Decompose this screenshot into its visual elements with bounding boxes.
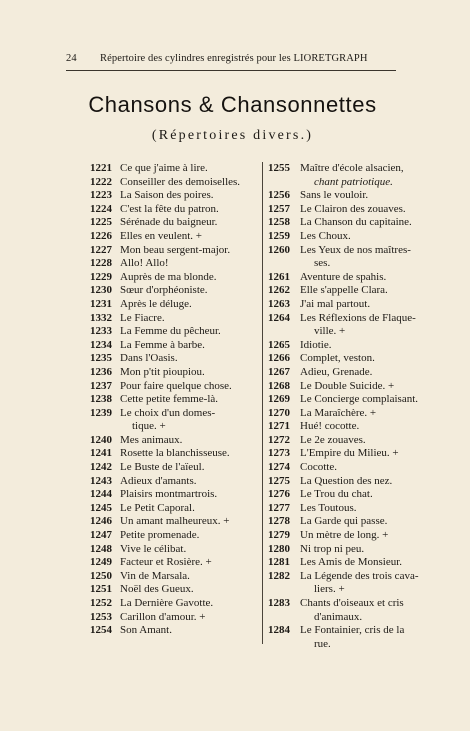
song-title: Cocotte. xyxy=(300,461,337,474)
page-number: 24 xyxy=(66,53,77,64)
song-title: La Saison des poires. xyxy=(120,189,214,202)
list-item xyxy=(72,325,260,339)
song-title: Le 2e zouaves. xyxy=(300,433,366,446)
catalog-number: 1250 xyxy=(90,569,112,582)
list-item xyxy=(72,352,260,366)
catalog-number: 1230 xyxy=(90,284,112,297)
catalog-number: 1246 xyxy=(90,515,112,528)
list-item xyxy=(268,380,438,394)
list-item xyxy=(72,203,260,217)
list-item xyxy=(72,583,260,597)
list-item xyxy=(268,203,438,217)
list-item xyxy=(72,284,260,298)
catalog-number: 1237 xyxy=(90,379,112,392)
list-item xyxy=(72,257,260,271)
catalog-number: 1249 xyxy=(90,556,112,569)
catalog-number: 1272 xyxy=(268,433,290,446)
list-item xyxy=(268,162,438,176)
catalog-number: 1264 xyxy=(268,311,290,324)
catalog-number: 1223 xyxy=(90,189,112,202)
list-item xyxy=(268,298,438,312)
list-item xyxy=(72,162,260,176)
song-title-continuation xyxy=(72,420,260,434)
list-item xyxy=(268,366,438,380)
list-item xyxy=(268,271,438,285)
running-header-title: Répertoire des cylindres enregistrés pour les LIORETGRAPH xyxy=(100,53,368,64)
list-item xyxy=(268,447,438,461)
list-item xyxy=(268,216,438,230)
song-title: La Chanson du capitaine. xyxy=(300,216,412,229)
list-item xyxy=(72,447,260,461)
catalog-number: 1278 xyxy=(268,515,290,528)
catalog-number: 1256 xyxy=(268,189,290,202)
song-title: Idiotie. xyxy=(300,338,332,351)
song-title: Le choix d'un domes- xyxy=(120,406,216,419)
catalog-number: 1273 xyxy=(268,447,290,460)
catalog-number: 1258 xyxy=(268,216,290,229)
catalog-number: 1276 xyxy=(268,488,290,501)
song-title: Sans le vouloir. xyxy=(300,189,369,202)
catalog-number: 1283 xyxy=(268,597,290,609)
list-item xyxy=(268,597,438,611)
song-title: Mon p'tit pioupiou. xyxy=(120,365,205,378)
catalog-number: 1235 xyxy=(90,352,112,365)
song-title: Adieux d'amants. xyxy=(120,474,197,487)
song-title: Le Trou du chat. xyxy=(300,488,373,501)
song-title: Les Toutous. xyxy=(300,501,357,514)
song-title: Pour faire quelque chose. xyxy=(120,379,232,392)
song-title: Son Amant. xyxy=(120,624,172,637)
song-title: La Maraîchère. + xyxy=(300,406,377,419)
catalog-number: 1260 xyxy=(268,243,290,256)
list-item xyxy=(268,461,438,475)
list-item xyxy=(72,298,260,312)
catalog-number: 1268 xyxy=(268,379,290,392)
song-title-continuation-text: liers. + xyxy=(314,583,345,596)
catalog-number: 1332 xyxy=(90,311,112,324)
song-title-continuation xyxy=(268,611,438,625)
song-title: Mon beau sergent-major. xyxy=(120,243,231,256)
catalog-number: 1224 xyxy=(90,202,112,215)
catalog-number: 1257 xyxy=(268,202,290,215)
song-title: Ce que j'aime à lire. xyxy=(120,162,208,174)
catalog-number: 1253 xyxy=(90,610,112,623)
song-title: Mes animaux. xyxy=(120,433,183,446)
list-item xyxy=(72,597,260,611)
catalog-number: 1229 xyxy=(90,270,112,283)
song-title: La Dernière Gavotte. xyxy=(120,597,214,609)
catalog-number: 1252 xyxy=(90,597,112,609)
list-item xyxy=(268,488,438,502)
song-title: Les Réflexions de Flaque- xyxy=(300,311,416,324)
song-title: La Garde qui passe. xyxy=(300,515,388,528)
song-title: Noël des Gueux. xyxy=(120,583,194,596)
catalog-number: 1259 xyxy=(268,229,290,242)
list-item xyxy=(72,624,260,638)
section-title: Chansons & Chansonnettes xyxy=(88,92,377,117)
catalog-number: 1282 xyxy=(268,569,290,582)
list-item xyxy=(72,434,260,448)
song-title: C'est la fête du patron. xyxy=(120,202,219,215)
list-item xyxy=(72,244,260,258)
catalog-number: 1226 xyxy=(90,229,112,242)
song-title: Allo! Allo! xyxy=(120,257,169,270)
song-title: J'ai mal partout. xyxy=(300,297,371,310)
list-item xyxy=(72,461,260,475)
song-title: Le Concierge complaisant. xyxy=(300,393,419,406)
catalog-number: 1255 xyxy=(268,162,290,174)
list-item xyxy=(268,515,438,529)
catalog-number: 1238 xyxy=(90,393,112,406)
song-title: Chants d'oiseaux et cris xyxy=(300,597,404,609)
song-title: Conseiller des demoiselles. xyxy=(120,175,241,188)
song-title: Rosette la blanchisseuse. xyxy=(120,447,230,460)
song-title-continuation xyxy=(268,257,438,271)
song-title: Dans l'Oasis. xyxy=(120,352,178,365)
song-title-continuation-text: d'animaux. xyxy=(314,610,363,623)
catalog-number: 1244 xyxy=(90,488,112,501)
list-item xyxy=(268,393,438,407)
catalog-number: 1228 xyxy=(90,257,112,270)
list-item xyxy=(72,407,260,421)
song-title: Facteur et Rosière. + xyxy=(120,556,212,569)
song-title: Les Choux. xyxy=(300,229,351,242)
song-title: La Femme à barbe. xyxy=(120,338,205,351)
song-title-continuation xyxy=(268,176,438,190)
catalog-number: 1269 xyxy=(268,393,290,406)
song-title: Après le déluge. xyxy=(120,297,192,310)
song-title: Vive le célibat. xyxy=(120,542,187,555)
list-item xyxy=(268,502,438,516)
list-item xyxy=(268,244,438,258)
catalog-number: 1263 xyxy=(268,297,290,310)
list-item xyxy=(72,393,260,407)
song-title: Les Yeux de nos maîtres- xyxy=(300,243,411,256)
song-title: Le Buste de l'aïeul. xyxy=(120,461,205,474)
list-item xyxy=(72,176,260,190)
list-item xyxy=(268,475,438,489)
catalog-number: 1261 xyxy=(268,270,290,283)
song-title: Le Double Suicide. + xyxy=(300,379,395,392)
catalog-number: 1248 xyxy=(90,542,112,555)
catalog-number: 1243 xyxy=(90,474,112,487)
song-title: Les Amis de Monsieur. xyxy=(300,556,403,569)
song-title: La Question des nez. xyxy=(300,474,393,487)
catalog-number: 1251 xyxy=(90,583,112,596)
song-title: Le Petit Caporal. xyxy=(120,501,195,514)
header-rule xyxy=(66,70,396,71)
catalog-number: 1225 xyxy=(90,216,112,229)
catalog-number: 1284 xyxy=(268,624,290,637)
song-title: Aventure de spahis. xyxy=(300,270,387,283)
catalog-number: 1270 xyxy=(268,406,290,419)
list-item xyxy=(72,189,260,203)
song-title: Cette petite femme-là. xyxy=(120,393,219,406)
song-title-continuation xyxy=(268,583,438,597)
song-title-continuation-text: ses. xyxy=(314,257,331,270)
list-item xyxy=(72,543,260,557)
song-title: Adieu, Grenade. xyxy=(300,365,373,378)
catalog-number: 1266 xyxy=(268,352,290,365)
song-title: La Légende des trois cava- xyxy=(300,569,419,582)
list-item xyxy=(268,312,438,326)
song-title-continuation-text: ville. + xyxy=(314,325,346,338)
list-item xyxy=(268,420,438,434)
catalog-number: 1277 xyxy=(268,501,290,514)
list-item xyxy=(72,556,260,570)
catalog-number: 1241 xyxy=(90,447,112,460)
catalog-number: 1271 xyxy=(268,420,290,433)
song-title: Sœur d'orphéoniste. xyxy=(120,284,208,297)
list-item xyxy=(268,230,438,244)
list-item xyxy=(268,284,438,298)
list-item xyxy=(268,624,438,638)
left-column xyxy=(72,162,260,638)
catalog-number: 1239 xyxy=(90,406,112,419)
catalog-number: 1233 xyxy=(90,325,112,338)
section-subtitle: (Répertoires divers.) xyxy=(151,128,314,143)
catalog-number: 1234 xyxy=(90,338,112,351)
song-title: Sérénade du baigneur. xyxy=(120,216,218,229)
song-title-continuation-text: chant patriotique. xyxy=(314,175,393,188)
catalog-number: 1279 xyxy=(268,529,290,542)
catalog-number: 1281 xyxy=(268,556,290,569)
list-item xyxy=(72,339,260,353)
song-title: L'Empire du Milieu. + xyxy=(300,447,399,460)
song-title: Le Fiacre. xyxy=(120,311,165,324)
catalog-number: 1222 xyxy=(90,175,112,188)
list-item xyxy=(268,543,438,557)
catalog-number: 1247 xyxy=(90,529,112,542)
list-item xyxy=(268,352,438,366)
catalog-number: 1262 xyxy=(268,284,290,297)
list-item xyxy=(72,529,260,543)
song-title: Elles en veulent. + xyxy=(120,229,202,242)
list-item xyxy=(72,366,260,380)
song-title: Le Clairon des zouaves. xyxy=(300,202,406,215)
song-title: Auprès de ma blonde. xyxy=(120,270,217,283)
song-title: La Femme du pêcheur. xyxy=(120,325,221,338)
song-title: Un mètre de long. + xyxy=(300,529,389,542)
list-item xyxy=(268,407,438,421)
song-title: Plaisirs montmartrois. xyxy=(120,488,218,501)
catalog-number: 1221 xyxy=(90,162,112,174)
list-item xyxy=(268,434,438,448)
catalog-number: 1280 xyxy=(268,542,290,555)
list-item xyxy=(72,230,260,244)
song-title: Un amant malheureux. + xyxy=(120,515,230,528)
list-item xyxy=(72,271,260,285)
catalog-number: 1245 xyxy=(90,501,112,514)
catalog-number: 1267 xyxy=(268,365,290,378)
catalog-number: 1240 xyxy=(90,433,112,446)
list-item xyxy=(72,312,260,326)
song-title: Petite promenade. xyxy=(120,529,200,542)
song-title: Carillon d'amour. + xyxy=(120,610,206,623)
list-item xyxy=(72,515,260,529)
catalog-number: 1265 xyxy=(268,338,290,351)
song-title: Complet, veston. xyxy=(300,352,375,365)
list-item xyxy=(72,488,260,502)
right-column xyxy=(262,162,438,650)
song-title: Hué! cocotte. xyxy=(300,420,360,433)
catalog-number: 1254 xyxy=(90,624,112,637)
list-item xyxy=(268,529,438,543)
list-item xyxy=(72,570,260,584)
list-item xyxy=(72,380,260,394)
list-item xyxy=(72,216,260,230)
catalog-number: 1236 xyxy=(90,365,112,378)
list-item xyxy=(72,611,260,625)
catalog-number: 1274 xyxy=(268,461,290,474)
song-title-continuation-text: rue. xyxy=(314,637,331,650)
list-item xyxy=(268,570,438,584)
song-title: Ni trop ni peu. xyxy=(300,542,365,555)
song-title-continuation-text: tique. + xyxy=(132,420,166,433)
list-item xyxy=(72,502,260,516)
list-item xyxy=(268,339,438,353)
catalog-number: 1242 xyxy=(90,461,112,474)
list-item xyxy=(268,556,438,570)
song-title: Le Fontainier, cris de la xyxy=(300,624,405,637)
catalog-number: 1231 xyxy=(90,297,112,310)
list-item xyxy=(268,189,438,203)
song-title: Elle s'appelle Clara. xyxy=(300,284,388,297)
song-title: Maître d'école alsacien, xyxy=(300,162,404,174)
song-title-continuation xyxy=(268,325,438,339)
running-header xyxy=(66,53,396,64)
song-title: Vin de Marsala. xyxy=(120,569,190,582)
catalog-number: 1227 xyxy=(90,243,112,256)
song-title-continuation xyxy=(268,638,438,652)
list-item xyxy=(72,475,260,489)
catalog-number: 1275 xyxy=(268,474,290,487)
